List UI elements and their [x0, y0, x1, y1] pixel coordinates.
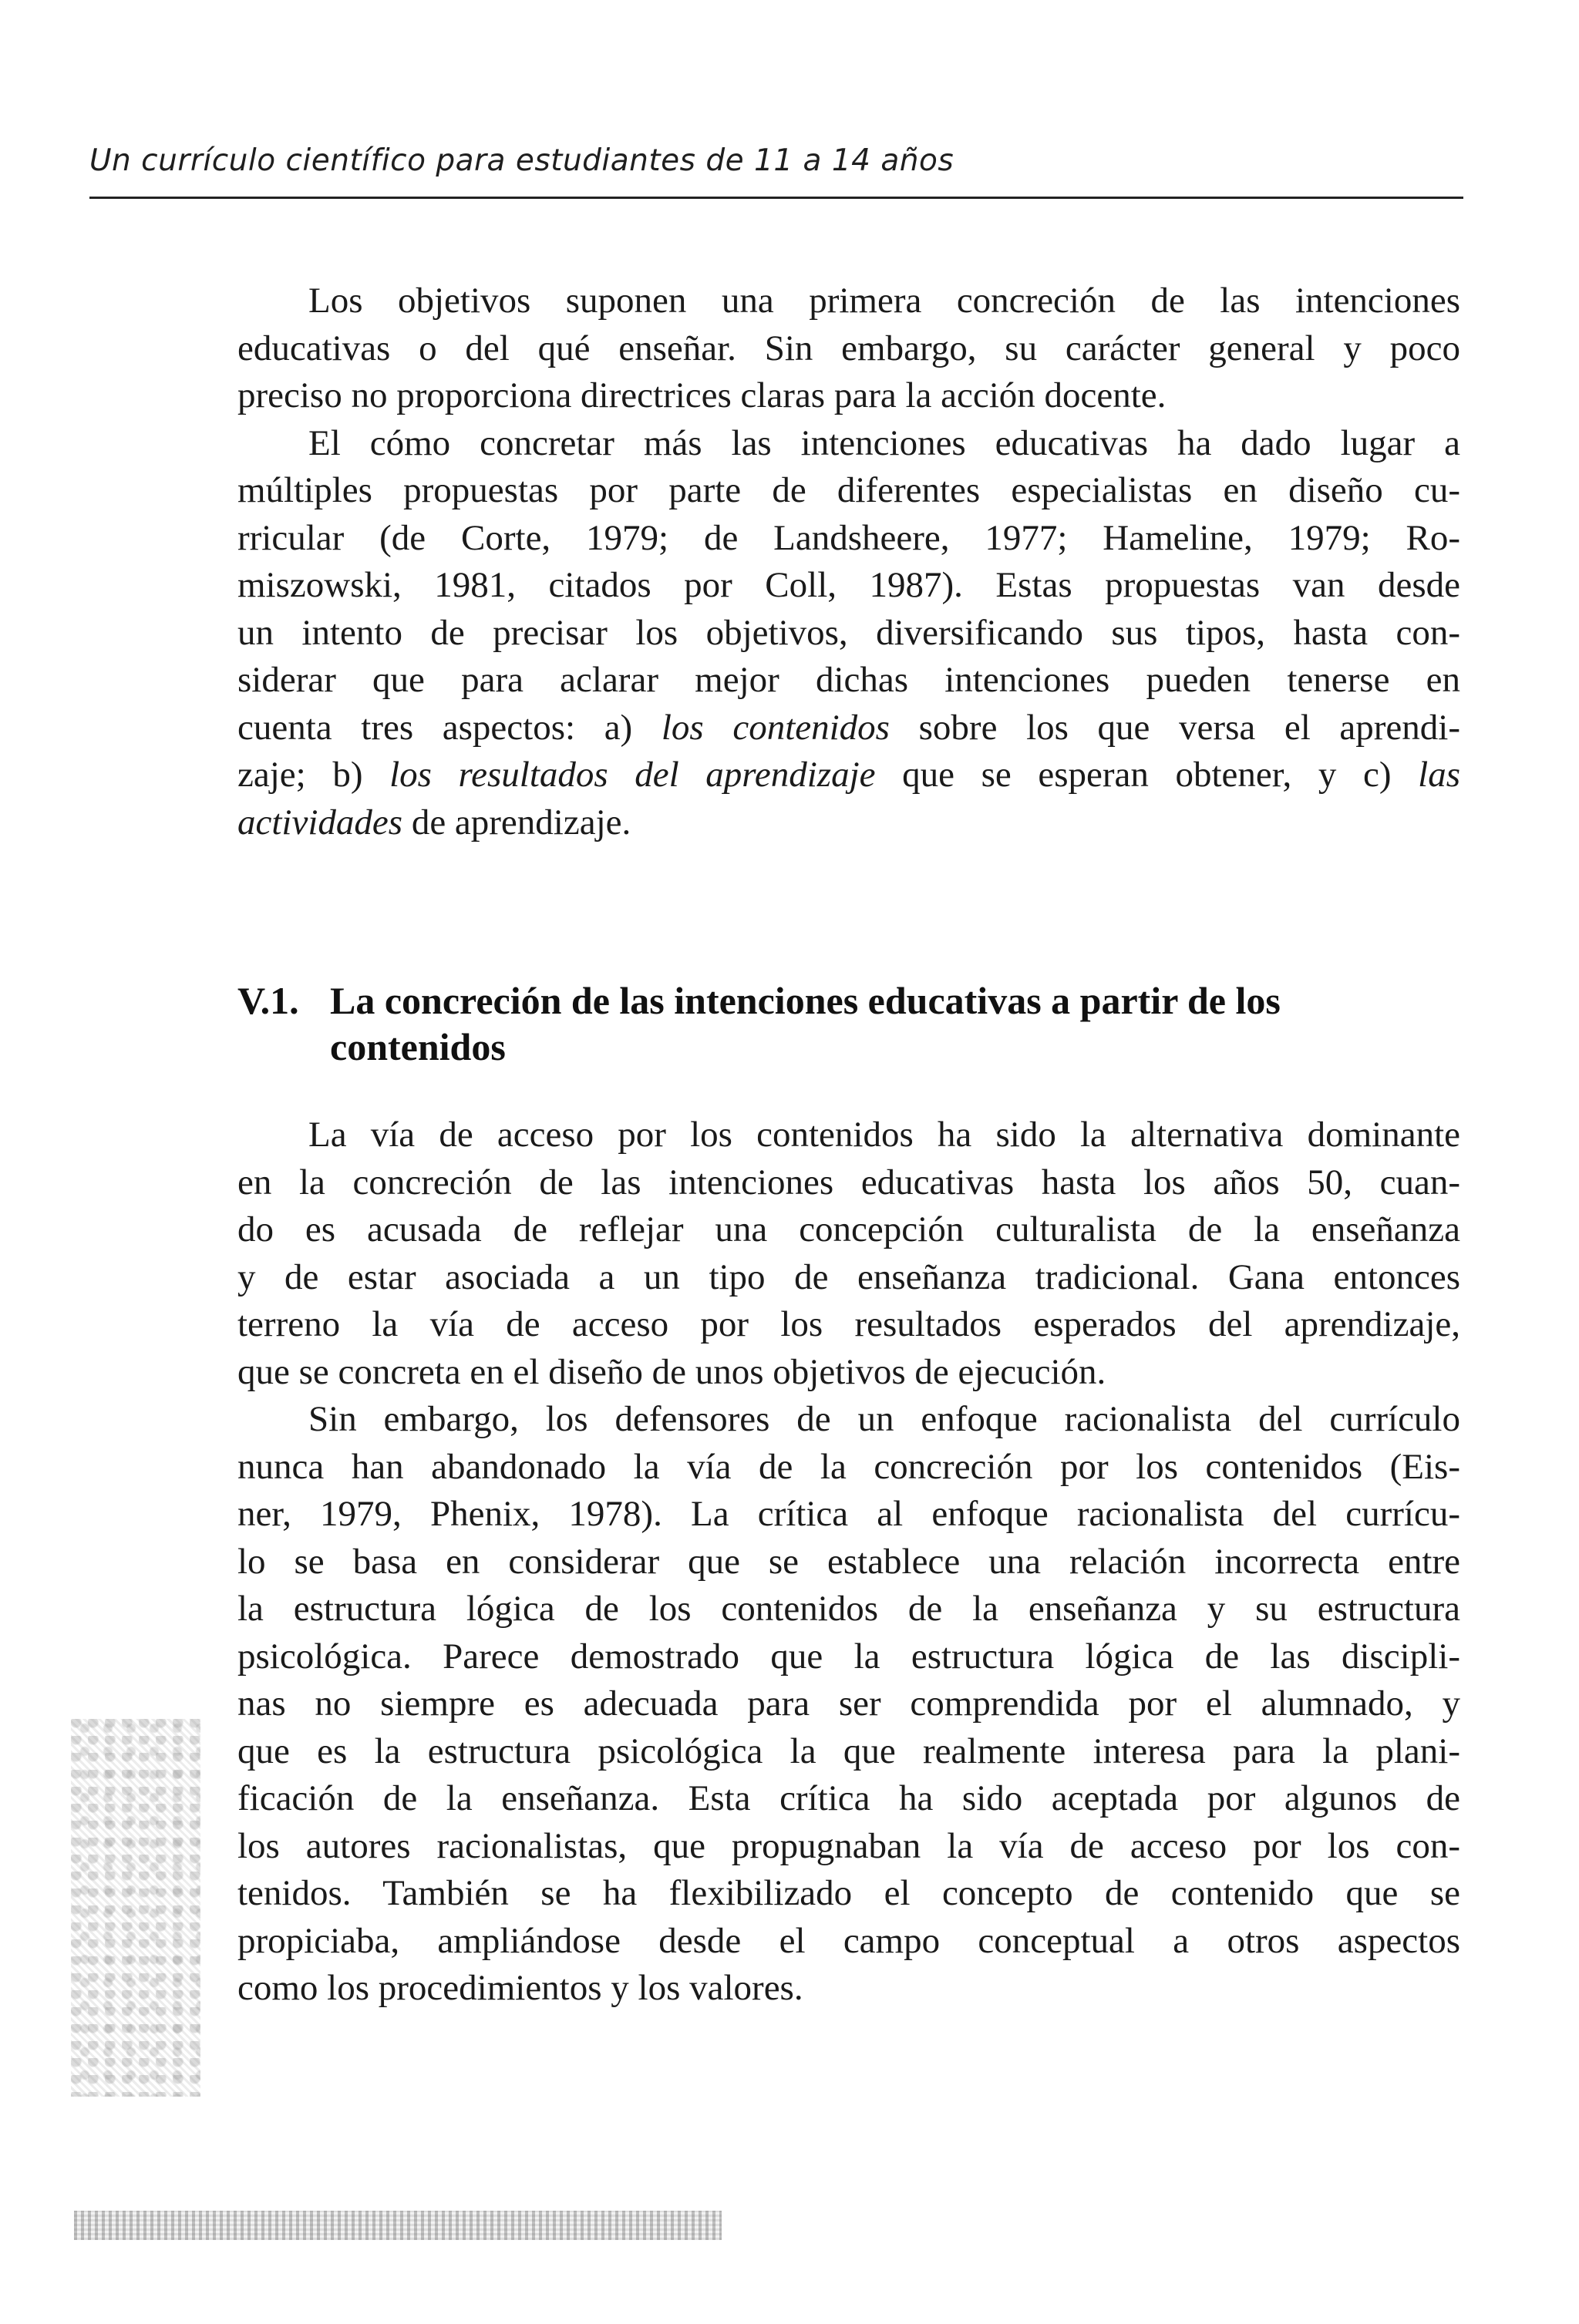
section-title: La concreción de las intenciones educativas a partir de los contenidos — [330, 979, 1281, 1068]
intro-line — [237, 705, 1460, 752]
intro-line: múltiples propuestas por parte de diferentes especialistas en diseño cu- — [237, 470, 1460, 510]
header-rule — [89, 197, 1463, 199]
body-line: nunca han abandonado la vía de la concreción por los contenidos (Eis- — [237, 1446, 1460, 1487]
body-line: lo se basa en considerar que se establece una relación incorrecta entre — [237, 1541, 1460, 1582]
intro-line: miszowski, 1981, citados por Coll, 1987). Estas propuestas van desde — [237, 565, 1460, 605]
body-line: tenidos. También se ha flexibilizado el concepto de contenido que se — [237, 1873, 1460, 1913]
intro-italic-term: las — [1418, 755, 1460, 795]
intro-line: educativas o del qué enseñar. Sin embargo, su carácter general y poco — [237, 328, 1460, 368]
body-line: nas no siempre es adecuada para ser comprendida por el alumnado, y — [237, 1683, 1460, 1724]
intro-line: siderar que para aclarar mejor dichas intenciones pueden tenerse en — [237, 660, 1460, 700]
body-line: ner, 1979, Phenix, 1978). La crítica al enfoque racionalista del currícu- — [237, 1494, 1460, 1534]
intro-line — [237, 752, 1460, 799]
body-line: los autores racionalistas, que propugnaban la vía de acceso por los con- — [237, 1825, 1460, 1866]
body-line: Sin embargo, los defensores de un enfoque racionalista del currículo — [308, 1399, 1460, 1439]
intro-paragraphs — [237, 277, 1460, 846]
body-line: ficación de la enseñanza. Esta crítica ha sido aceptada por algunos de — [237, 1778, 1460, 1818]
scan-artifact-margin — [71, 1719, 200, 2097]
intro-italic-term: los resultados del aprendizaje — [389, 755, 876, 795]
running-header: Un currículo científico para estudiantes de 11 a 14 años — [89, 143, 954, 178]
intro-text: cuenta tres aspectos: a) — [237, 707, 662, 748]
intro-line — [237, 799, 1460, 847]
section-number: V.1. — [237, 979, 299, 1022]
body-line: psicológica. Parece demostrado que la estructura lógica de las discipli- — [237, 1636, 1460, 1677]
intro-line: un intento de precisar los objetivos, diversificando sus tipos, hasta con- — [237, 612, 1460, 653]
intro-italic-term: actividades — [237, 802, 403, 842]
intro-line: rricular (de Corte, 1979; de Landsheere, 1977; Hameline, 1979; Ro- — [237, 517, 1460, 558]
body-line: do es acusada de reflejar una concepción culturalista de la enseñanza — [237, 1209, 1460, 1249]
intro-text: de aprendizaje. — [402, 802, 631, 842]
intro-line: El cómo concretar más las intenciones educativas ha dado lugar a — [308, 422, 1460, 463]
body-line: como los procedimientos y los valores. — [237, 1968, 803, 2008]
scan-artifact-strip — [74, 2211, 722, 2240]
body-line: que es la estructura psicológica la que realmente interesa para la plani- — [237, 1730, 1460, 1771]
intro-text: que se esperan obtener, y c) — [875, 755, 1419, 795]
body-line: y de estar asociada a un tipo de enseñanza tradicional. Gana entonces — [237, 1256, 1460, 1297]
intro-italic-term: los contenidos — [661, 707, 890, 748]
intro-line: Los objetivos suponen una primera concreción de las intenciones — [308, 281, 1460, 321]
body-line: la estructura lógica de los contenidos de la enseñanza y su estructura — [237, 1589, 1460, 1629]
intro-text: zaje; b) — [237, 755, 390, 795]
body-line: en la concreción de las intenciones educativas hasta los años 50, cuan- — [237, 1162, 1460, 1202]
body-paragraphs — [237, 1112, 1460, 2013]
intro-text: sobre los que versa el aprendi- — [889, 707, 1460, 748]
body-line: terreno la vía de acceso por los resultados esperados del aprendizaje, — [237, 1304, 1460, 1344]
body-line: propiciaba, ampliándose desde el campo conceptual a otros aspectos — [237, 1920, 1460, 1961]
body-line: La vía de acceso por los contenidos ha sido la alternativa dominante — [308, 1115, 1460, 1155]
body-line: que se concreta en el diseño de unos objetivos de ejecución. — [237, 1351, 1106, 1392]
intro-line: preciso no proporciona directrices claras para la acción docente. — [237, 375, 1167, 415]
